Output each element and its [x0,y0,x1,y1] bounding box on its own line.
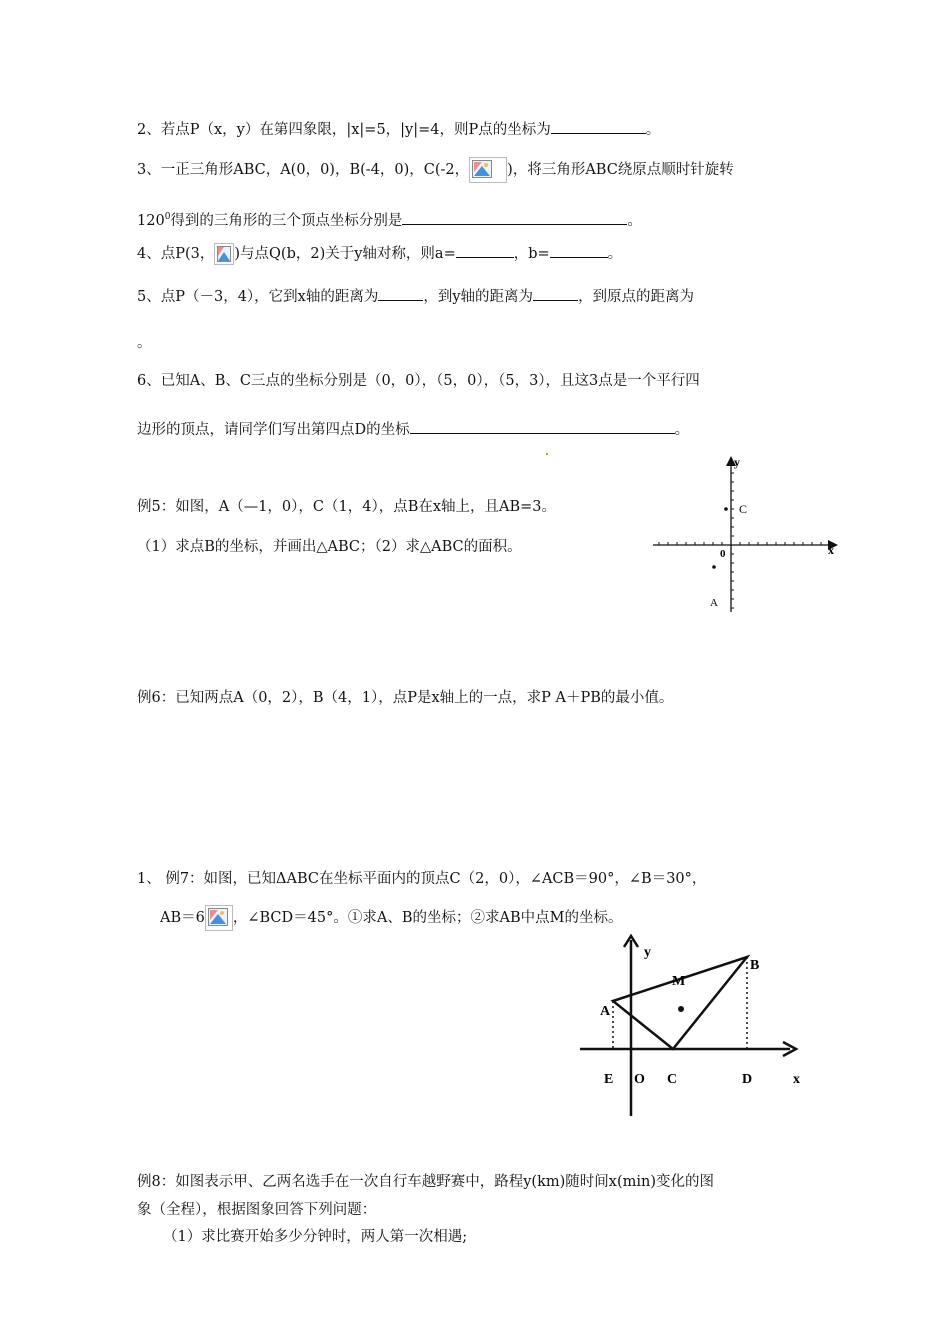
q2-suffix: 。 [645,122,661,138]
q3-text-2: )，将三角形ABC绕原点顺时针旋转 [507,162,734,178]
example-5-coordinate-figure [648,452,843,614]
broken-image-icon [205,905,233,931]
q4-text-3: ，b= [513,246,550,262]
point-a-label: A [600,1004,611,1019]
example-7-triangle-figure [575,930,815,1120]
point-c-label: C [667,1072,678,1087]
x-axis-label: x [793,1072,800,1087]
point-d-label: D [742,1072,753,1087]
point-e-label: E [604,1072,614,1087]
question-6-line2 [137,418,689,440]
q6-suffix: 。 [674,422,690,438]
q5-text: 5、点P（－3，4），它到x轴的距离为 [137,289,379,305]
answer-blank [378,285,423,301]
answer-blank [456,242,514,258]
question-4 [137,242,622,265]
q5-text-3: ，到原点的距离为 [578,289,695,305]
stray-mark [546,453,548,455]
point-b-label: B [750,958,760,973]
q4-text-2: )与点Q(b，2)关于y轴对称，则a= [234,246,456,262]
q3-degree-sup: 0 [164,212,171,222]
example-5-line1: 例5：如图，A（—1，0），C（1，4），点B在x轴上，且AB=3。 [137,499,557,515]
example-8-line1: 例8：如图表示甲、乙两名选手在一次自行车越野赛中，路程y(km)随时间x(min)变化的图 [137,1174,714,1190]
triangle-abc [613,957,747,1049]
question-2 [137,118,660,140]
broken-image-icon [469,157,507,183]
point-a [712,565,716,569]
answer-blank [550,242,608,258]
answer-blank [410,418,675,434]
q3-suffix: 。 [627,212,642,229]
example-5-line2: （1）求点B的坐标，并画出△ABC；（2）求△ABC的面积。 [137,539,522,555]
question-5 [137,285,694,307]
example-8-line2: 象（全程），根据图象回答下列问题： [137,1202,377,1218]
y-axis-label: y [734,455,740,469]
answer-blank [551,118,646,134]
q6-text: 边形的顶点，请同学们写出第四点D的坐标 [137,422,410,438]
q4-text: 4、点P(3， [137,246,215,262]
answer-blank [402,209,627,225]
q3-text-3: 得到的三角形的三个顶点坐标分别是 [170,212,403,229]
example-8-line3: （1）求比赛开始多少分钟时，两人第一次相遇; [163,1229,468,1245]
y-axis-label: y [644,945,651,960]
answer-blank [533,285,578,301]
q2-text: 2、若点P（x，y）在第四象限，|x|=5，|y|=4，则P点的坐标为 [137,122,551,138]
question-3-line2 [137,207,642,231]
q3-text: 3、一正三角形ABC，A(0，0)，B(-4，0)，C(-2， [137,162,470,178]
ex7-text-2: ，∠BCD＝45°。①求A、B的坐标；②求AB中点M的坐标。 [232,910,623,926]
q3-degree: 120 [137,212,165,229]
point-m-label: M [672,974,686,989]
question-5-end: 。 [137,335,152,351]
point-c-label: C [739,502,748,516]
q4-suffix: 。 [607,246,623,262]
ex7-text: AB＝6 [160,910,205,926]
point-c [724,507,728,511]
example-7-line2 [160,905,622,931]
question-6-line1: 6、已知A、B、C三点的坐标分别是（0，0），（5，0），（5，3），且这3点是一个平行四 [137,373,700,389]
origin-label: 0 [720,548,726,560]
origin-label: O [634,1072,645,1087]
x-axis-label: x [828,543,834,557]
broken-image-icon [214,243,234,265]
example-7-line1: 1、 例7：如图，已知ΔABC在坐标平面内的顶点C（2，0），∠ACB＝90°，∠B＝30°， [137,871,707,887]
q5-text-2: ，到y轴的距离为 [423,289,534,305]
example-6: 例6：已知两点A（0，2），B（4，1），点P是x轴上的一点，求P A＋PB的最小值。 [137,690,674,706]
question-3-line1 [137,157,734,183]
point-a-label: A [710,597,718,609]
point-m [678,1006,684,1012]
